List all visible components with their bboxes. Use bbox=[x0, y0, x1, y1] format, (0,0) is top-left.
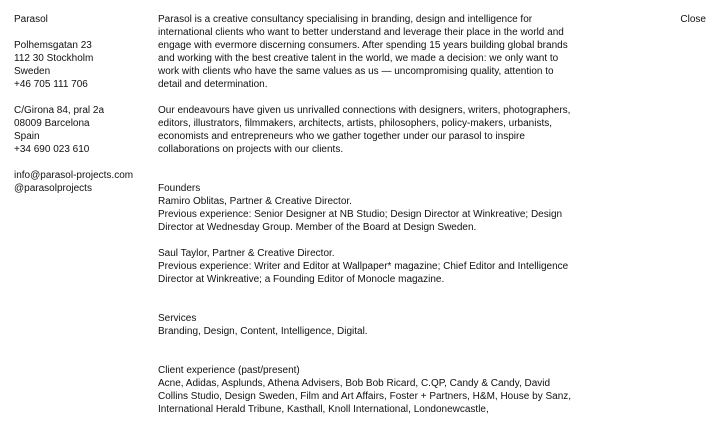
about-content bbox=[158, 13, 580, 429]
barcelona-phone[interactable]: +34 690 023 610 bbox=[14, 144, 90, 155]
clients-section bbox=[158, 364, 580, 416]
stockholm-phone[interactable]: +46 705 111 706 bbox=[14, 79, 88, 90]
founder-name: Saul Taylor, Partner & Creative Director. bbox=[158, 248, 335, 259]
social-handle-link[interactable]: @parasolprojects bbox=[14, 183, 92, 194]
founder-experience: Previous experience: Writer and Editor at Wallpaper* magazine; Chief Editor and Intelligence Director at Winkreative; a Founding Editor of Monocle magazine. bbox=[158, 261, 569, 285]
services-title: Services bbox=[158, 313, 197, 324]
founders-title: Founders bbox=[158, 183, 201, 194]
contact-column bbox=[14, 13, 144, 195]
barcelona-country: Spain bbox=[14, 131, 40, 142]
barcelona-city: 08009 Barcelona bbox=[14, 118, 90, 129]
clients-title: Client experience (past/present) bbox=[158, 365, 300, 376]
brand-name[interactable]: Parasol bbox=[14, 14, 48, 25]
contact-links bbox=[14, 169, 144, 195]
close-button[interactable]: Close bbox=[680, 14, 706, 25]
stockholm-address bbox=[14, 39, 144, 91]
stockholm-country: Sweden bbox=[14, 66, 51, 77]
barcelona-street: C/Girona 84, pral 2a bbox=[14, 105, 105, 116]
founders-section bbox=[158, 182, 580, 286]
email-link[interactable]: info@parasol-projects.com bbox=[14, 170, 134, 181]
founder-experience: Previous experience: Senior Designer at NB Studio; Design Director at Winkreative; Design Director at Wednesday Group. Member of the Board at Design Sweden. bbox=[158, 209, 563, 233]
about-paragraph-1: Parasol is a creative consultancy specialising in branding, design and intelligence for international clients who want to better understand and leverage their place in the world and engage with evermore discerning consumers. After spending 15 years building global brands and working with the best creative talent in the world, we made a decision: we only want to work with clients who have the same values as us — uncompromising quality, attention to detail and determination. bbox=[158, 14, 568, 90]
about-paragraph-2: Our endeavours have given us unrivalled connections with designers, writers, photographers, editors, illustrators, filmmakers, architects, artists, philosophers, policy-makers, urbanists, economists and entrepreneurs who we gather together under our parasol to inspire collaborations on projects with our clients. bbox=[158, 105, 571, 155]
barcelona-address bbox=[14, 104, 144, 156]
clients-text: Acne, Adidas, Asplunds, Athena Advisers, Bob Bob Ricard, C.QP, Candy & Candy, David Collins Studio, Design Sweden, Film and Art Affairs, Foster + Partners, H&M, House by Sanz, International Herald Tribune, Kasthall, Knoll International, Londonewcastle, bbox=[158, 378, 572, 415]
services-text: Branding, Design, Content, Intelligence, Digital. bbox=[158, 326, 368, 337]
services-section bbox=[158, 312, 580, 338]
founder-name: Ramiro Oblitas, Partner & Creative Director. bbox=[158, 196, 352, 207]
stockholm-street: Polhemsgatan 23 bbox=[14, 40, 92, 51]
stockholm-city: 112 30 Stockholm bbox=[14, 53, 94, 64]
